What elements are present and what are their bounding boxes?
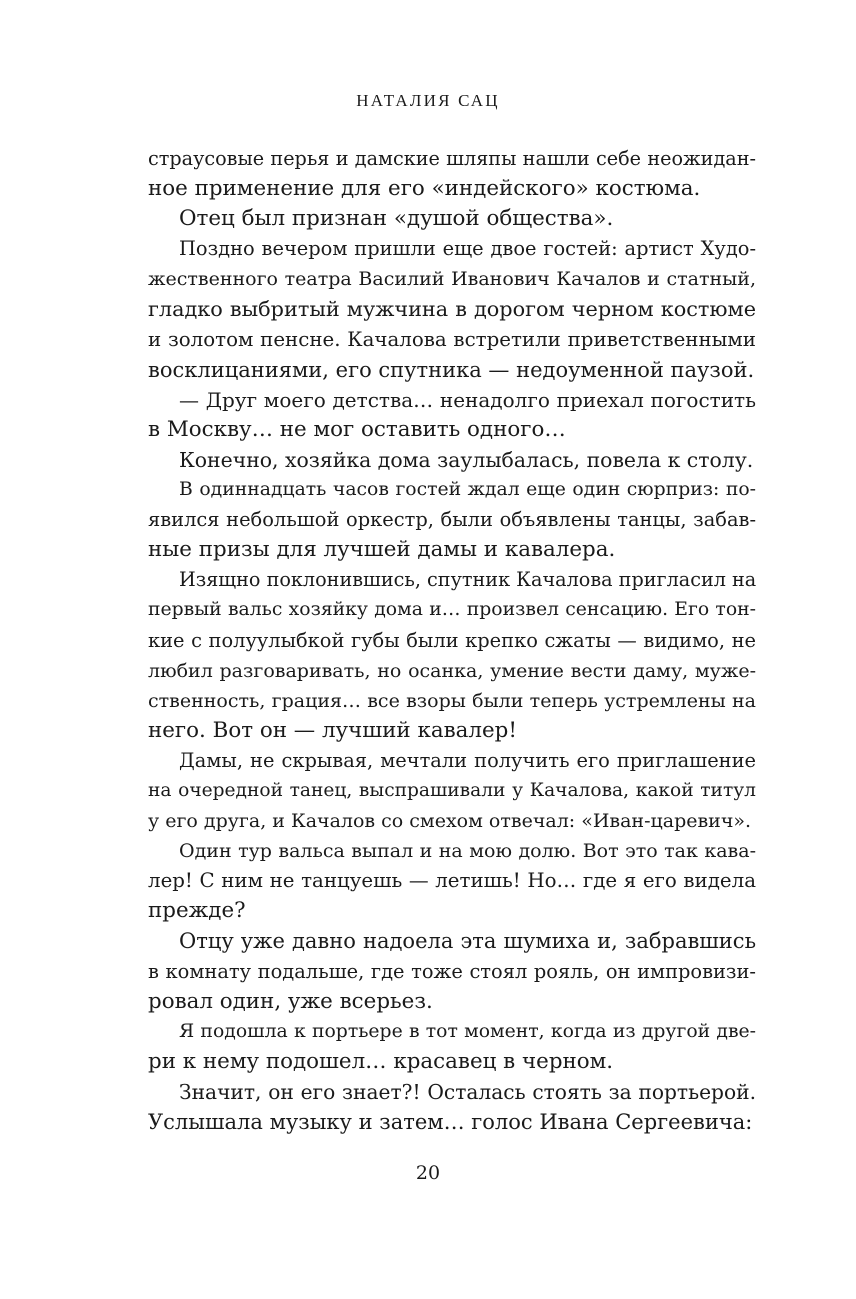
text-line: него. Вот он — лучший кавалер! [148, 717, 517, 743]
text-line: прежде? [148, 898, 246, 924]
text-line: страусовые перья и дамские шляпы нашли себе неожидан- [148, 147, 756, 170]
text-line: первый вальс хозяйку дома и… произвел сенсацию. Его тон- [148, 599, 756, 621]
text-line: восклицаниями, его спутника — недоуменной паузой. [148, 357, 755, 382]
text-line: — Друг моего детства… ненадолго приехал погостить [179, 387, 756, 412]
text-line: ровал один, уже всерьез. [148, 988, 433, 1014]
text-line: кие с полуулыбкой губы были крепко сжаты — видимо, не [148, 628, 756, 652]
text-line: Поздно вечером пришли еще двое гостей: артист Худо- [179, 237, 756, 261]
text-line: жественного театра Василий Иванович Качалов и статный, [148, 268, 756, 291]
text-line: Я подошла к портьере в тот момент, когда из другой две- [179, 1020, 756, 1042]
text-line: Дамы, не скрывая, мечтали получить его приглашение [179, 748, 756, 772]
text-line: у его друга, и Качалов со смехом отвечал: «Иван-царевич». [148, 810, 752, 833]
text-line: явился небольшой оркестр, были объявлены танцы, забав- [148, 508, 756, 532]
text-line: любил разговаривать, но осанка, умение вести даму, муже- [148, 659, 756, 682]
text-line: в Москву… не мог оставить одного… [148, 416, 566, 442]
text-line: Изящно поклонившись, спутник Качалова пригласил на [179, 568, 757, 592]
text-line: ные призы для лучшей дамы и кавалера. [148, 537, 616, 563]
body-text [148, 144, 756, 1137]
text-line: Отцу уже давно надоела эта шумиха и, забравшись [179, 929, 756, 954]
page-number: 20 [415, 1162, 441, 1184]
text-line: Услышала музыку и затем… голос Ивана Сергеевича: [148, 1110, 753, 1134]
text-line: гладко выбритый мужчина в дорогом черном костюме [148, 297, 756, 322]
text-line: ри к нему подошел… красавец в черном. [148, 1048, 614, 1074]
text-line: и золотом пенсне. Качалова встретили приветственными [148, 327, 756, 351]
text-line: Значит, он его знает?! Осталась стоять за портьерой. [179, 1079, 756, 1104]
text-line: ственность, грация… все взоры были теперь устремлены на [148, 689, 756, 712]
text-line: Отец был признан «душой общества». [179, 206, 614, 232]
text-line: Один тур вальса выпал и на мою долю. Вот это так кава- [179, 840, 756, 863]
text-line: на очередной танец, выспрашивали у Качалова, какой титул [148, 779, 756, 801]
text-line: в комнату подальше, где тоже стоял рояль, он импровизи- [148, 959, 756, 983]
text-line: лер! С ним не танцуешь — летишь! Но… где я его видела [148, 869, 756, 893]
text-line: В одиннадцать часов гостей ждал еще один сюрприз: по- [179, 479, 756, 501]
text-line: ное применение для его «индейского» костюма. [148, 176, 701, 202]
text-line: Конечно, хозяйка дома заулыбалась, повела к столу. [179, 447, 754, 472]
running-head: НАТАЛИЯ САЦ [356, 91, 500, 110]
